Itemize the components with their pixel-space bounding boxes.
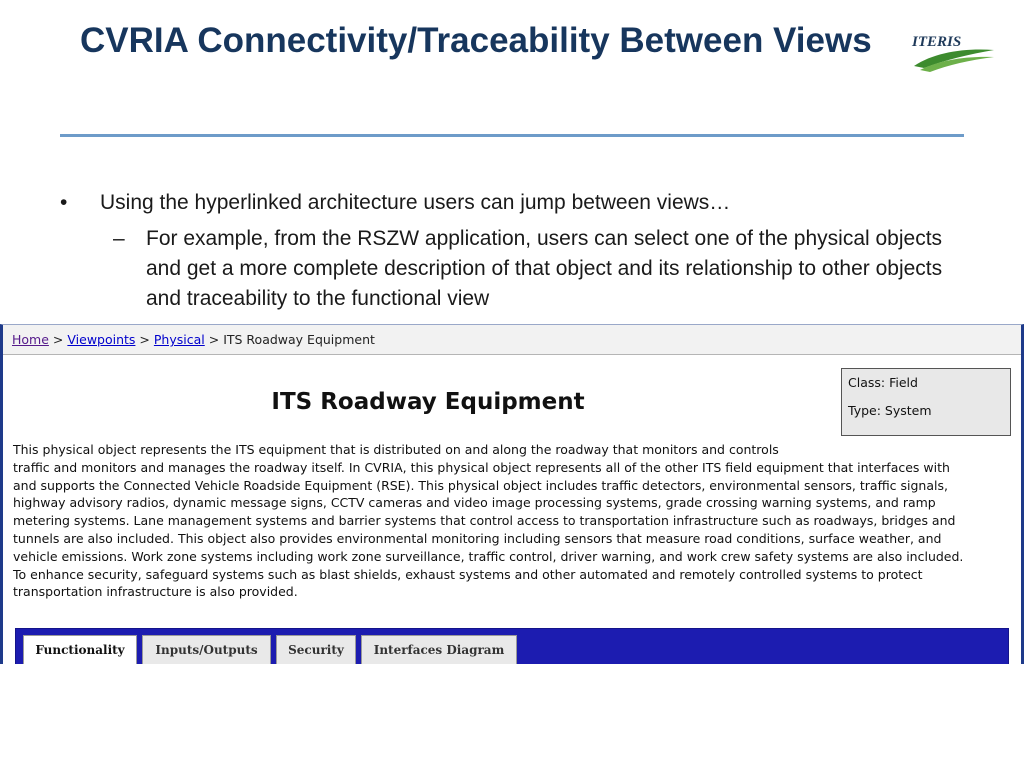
- breadcrumb-separator: >: [139, 332, 150, 347]
- tab-security[interactable]: Security: [276, 635, 356, 664]
- sub-bullet-text: For example, from the RSZW application, users can select one of the physical objects and get a more complete description of that object and its relationship to other objects and traceability to the functional view: [146, 227, 943, 310]
- page-heading: ITS Roadway Equipment: [271, 389, 585, 415]
- type-label: Type: System: [848, 403, 932, 418]
- bullet-mark: •: [60, 191, 68, 214]
- breadcrumb-physical-link[interactable]: Physical: [153, 332, 205, 347]
- iteris-logo-graphic: [910, 30, 1000, 75]
- tab-interfaces-diagram[interactable]: Interfaces Diagram: [361, 635, 517, 664]
- description-line: vehicle emissions. Work zone systems including work zone surveillance, traffic control, driver warning, and work crew safety systems are also included.: [13, 548, 964, 564]
- description-line: transportation infrastructure is also provided.: [13, 584, 298, 600]
- breadcrumb: [3, 325, 1021, 355]
- slide-title: CVRIA Connectivity/Traceability Between Views: [80, 21, 872, 60]
- tab-bar: [15, 628, 1009, 664]
- breadcrumb-current: ITS Roadway Equipment: [223, 332, 375, 347]
- breadcrumb-separator: >: [52, 332, 64, 347]
- title-divider: [60, 134, 964, 137]
- bullet-text: Using the hyperlinked architecture users can jump between views…: [100, 191, 731, 214]
- description-line: metering systems. Lane management systems and barrier systems that control access to transportation infrastructure such as roadways, bridges and: [13, 513, 956, 529]
- description-line: and supports the Connected Vehicle Roadside Equipment (RSE). This physical object includes traffic detectors, environmental sensors, traffic signals,: [13, 477, 948, 493]
- breadcrumb-separator: >: [208, 332, 220, 347]
- description-line: highway advisory radios, dynamic message signs, CCTV cameras and video image processing systems, grade crossing warning systems, and ramp: [13, 495, 936, 511]
- description-line: To enhance security, safeguard systems such as blast shields, exhaust systems and other automated and remotely controlled systems to protect: [13, 566, 923, 582]
- iteris-logo: [910, 30, 1000, 75]
- description-text: [13, 441, 1013, 601]
- breadcrumb-viewpoints-link[interactable]: Viewpoints: [67, 332, 136, 347]
- classification-box: [841, 368, 1011, 436]
- sub-bullet-mark: –: [113, 227, 125, 250]
- class-label: Class: Field: [848, 375, 918, 390]
- description-line: traffic and monitors and manages the roadway itself. In CVRIA, this physical object represents all of the other ITS field equipment that interfaces with: [13, 459, 950, 475]
- tab-functionality[interactable]: Functionality: [23, 635, 137, 664]
- description-line: tunnels are also included. This object also provides environmental monitoring including sensors that measure road conditions, surface weather, and: [13, 530, 942, 546]
- breadcrumb-home-link[interactable]: Home: [12, 332, 49, 347]
- description-line: This physical object represents the ITS equipment that is distributed on and along the roadway that monitors and controls: [13, 442, 779, 457]
- logo-wordmark: ITERIS: [912, 34, 962, 50]
- cvria-webpage-screenshot: [0, 324, 1024, 664]
- tab-inputs-outputs[interactable]: Inputs/Outputs: [142, 635, 271, 664]
